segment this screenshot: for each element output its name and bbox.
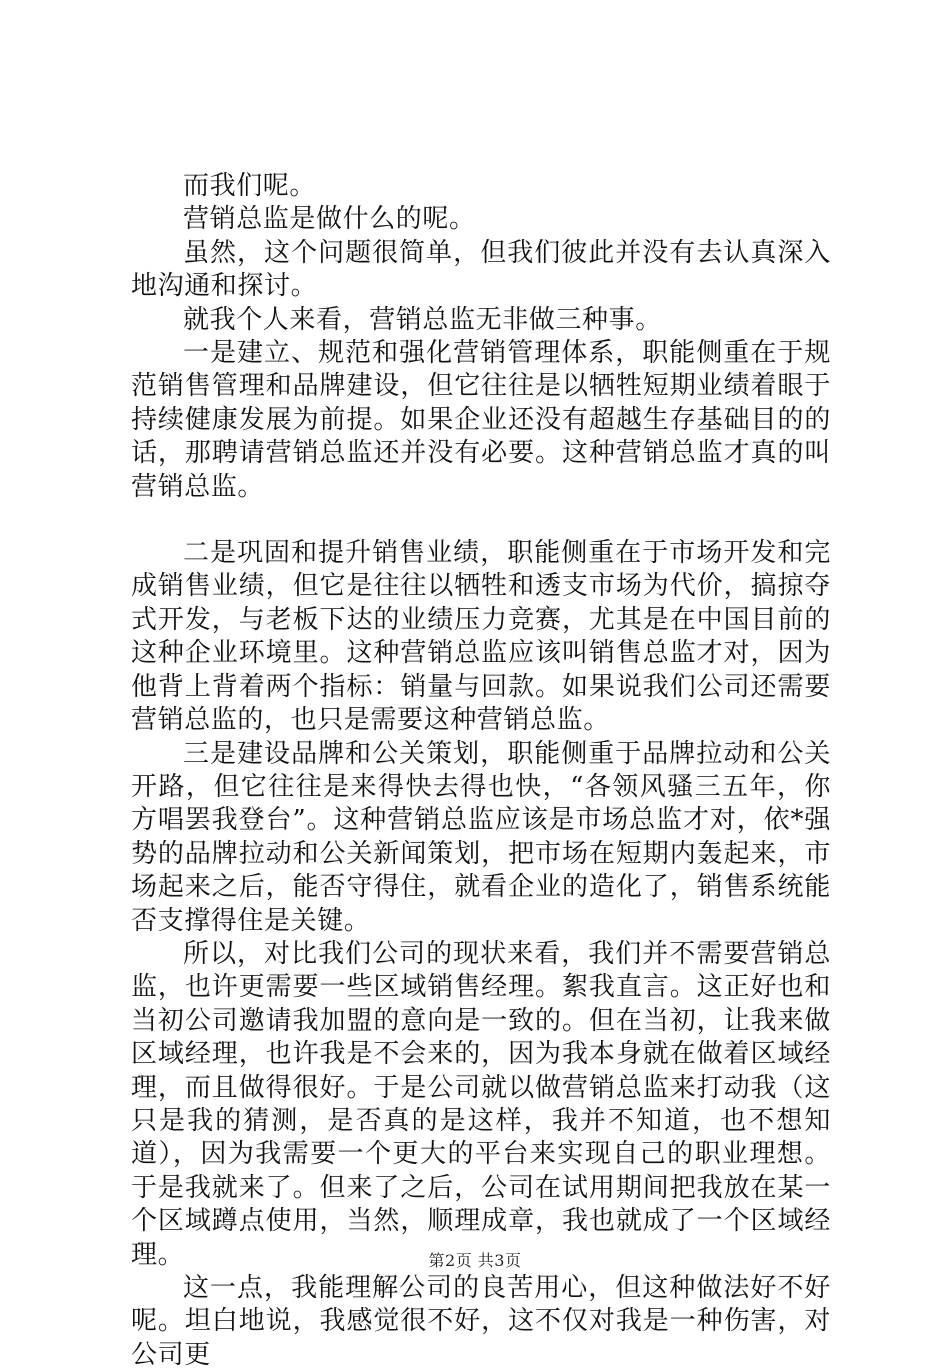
page-footer: 第2页 共3页 (428, 1251, 522, 1270)
paragraph-7: 三是建设品牌和公关策划，职能侧重于品牌拉动和公关开路，但它往往是来得快去得也快，“各领风骚三五年，你方唱罢我登台”。这种营销总监应该是市场总监才对，依*强势的品牌拉动和公关新闻策划，把市场在短期内轰起来，市场起来之后，能否守得住，就看企业的造化了，销售系统能否支撑得住是关键。 (131, 738, 831, 936)
paragraph-3: 虽然，这个问题很简单，但我们彼此并没有去认真深入地沟通和探讨。 (131, 237, 831, 302)
paragraph-5: 一是建立、规范和强化营销管理体系，职能侧重在于规范销售管理和品牌建设，但它往往是以牺牲短期业绩着眼于持续健康发展为前提。如果企业还没有超越生存基础目的的话，那聘请营销总监还并没有必要。这种营销总监才真的叫营销总监。 (131, 338, 831, 502)
paragraph-4: 就我个人来看，营销总监无非做三种事。 (183, 304, 662, 335)
document-body (131, 170, 831, 1372)
paragraph-9: 这一点，我能理解公司的良苦用心，但这种做法好不好呢。坦白地说，我感觉很不好，这不仅对我是一种伤害，对公司更 (131, 1273, 831, 1370)
paragraph-8: 所以，对比我们公司的现状来看，我们并不需要营销总监，也许更需要一些区域销售经理。絮我直言。这正好也和当初公司邀请我加盟的意向是一致的。但在当初，让我来做区域经理，也许我是不会来的，因为我本身就在做着区域经理，而且做得很好。于是公司就以做营销总监来打动我（这只是我的猜测，是否真的是这样，我并不知道，也不想知道），因为我需要一个更大的平台来实现自己的职业理想。于是我就来了。但来了之后，公司在试用期间把我放在某一个区域蹲点使用，当然，顺理成章，我也就成了一个区域经理。 (131, 938, 831, 1270)
paragraph-1: 而我们呢。 (183, 171, 317, 201)
paragraph-6: 二是巩固和提升销售业绩，职能侧重在于市场开发和完成销售业绩，但它是往往以牺牲和透支市场为代价，搞掠夺式开发，与老板下达的业绩压力竞赛，尤其是在中国目前的这种企业环境里。这种营销总监应该叫销售总监才对，因为他背上背着两个指标：销量与回款。如果说我们公司还需要营销总监的，也只是需要这种营销总监。 (131, 538, 831, 736)
paragraph-2: 营销总监是做什么的呢。 (183, 204, 476, 235)
